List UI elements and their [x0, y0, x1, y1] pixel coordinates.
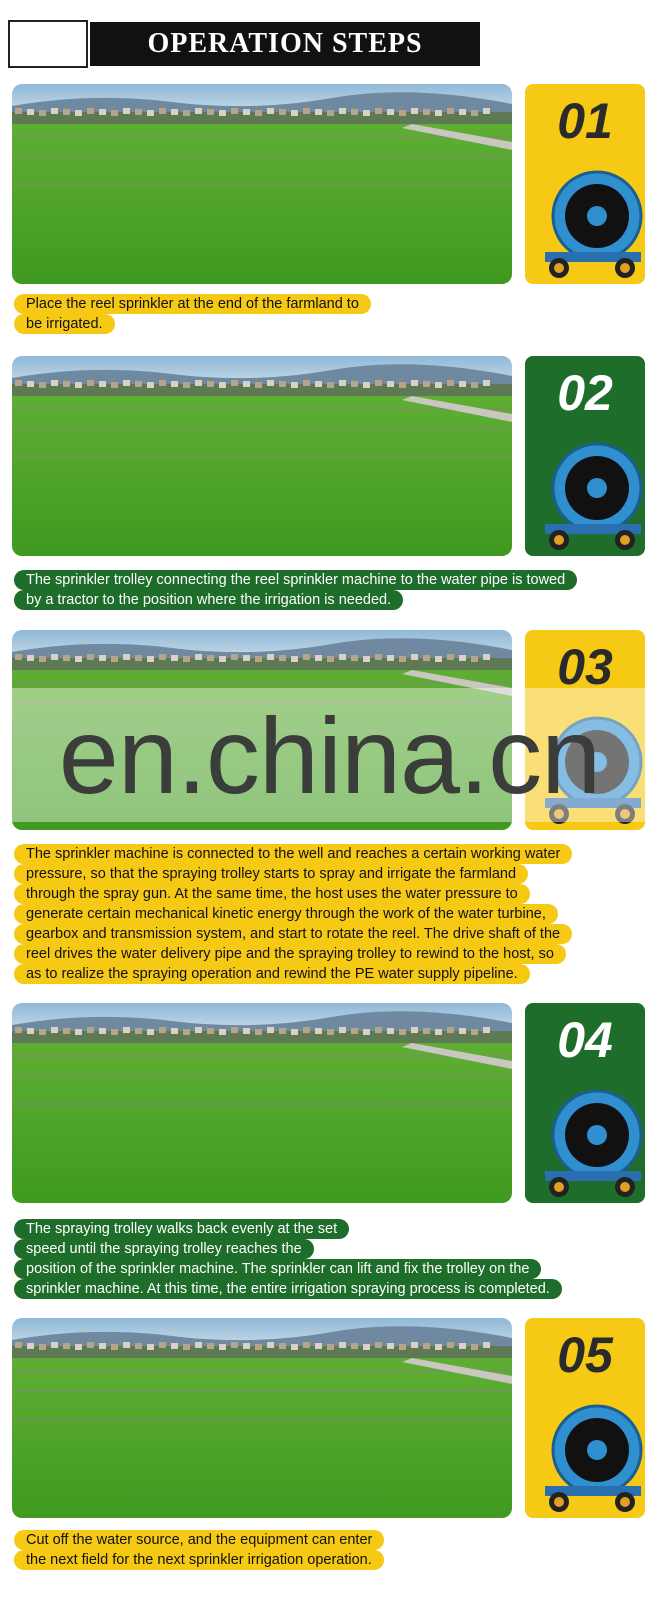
caption-line: through the spray gun. At the same time, the host uses the water pressure to: [14, 884, 530, 904]
reel-machine-icon: [525, 1083, 645, 1203]
step-caption: [14, 570, 577, 610]
caption-line: position of the sprinkler machine. The sprinkler can lift and fix the trolley on the: [14, 1259, 541, 1279]
caption-line: sprinkler machine. At this time, the entire irrigation spraying process is completed.: [14, 1279, 562, 1299]
caption-line: generate certain mechanical kinetic energy through the work of the water turbine,: [14, 904, 558, 924]
caption-line: Cut off the water source, and the equipment can enter: [14, 1530, 384, 1550]
page-title: OPERATION STEPS: [90, 22, 480, 66]
field-scene-image: [12, 84, 512, 284]
caption-line: by a tractor to the position where the irrigation is needed.: [14, 590, 403, 610]
caption-line: pressure, so that the spraying trolley starts to spray and irrigate the farmland: [14, 864, 528, 884]
field-photo: [12, 84, 512, 284]
header-outline-box: [8, 20, 88, 68]
field-scene-image: [12, 1318, 512, 1518]
step-number-panel: [525, 84, 645, 284]
step-number: 04: [557, 1012, 613, 1068]
reel-machine-icon: [525, 1398, 645, 1518]
step-number: 05: [557, 1327, 613, 1383]
caption-line: as to realize the spraying operation and rewind the PE water supply pipeline.: [14, 964, 530, 984]
step-number-panel: [525, 1318, 645, 1518]
watermark-text: en.china.cn: [58, 694, 601, 816]
field-scene-image: [12, 1003, 512, 1203]
field-photo: [12, 1003, 512, 1203]
field-photo: [12, 1318, 512, 1518]
step-number: 03: [557, 639, 613, 695]
reel-machine-icon: [525, 436, 645, 556]
watermark-overlay: [12, 688, 647, 822]
caption-line: The spraying trolley walks back evenly at the set: [14, 1219, 349, 1239]
step-caption: [14, 294, 371, 334]
caption-line: gearbox and transmission system, and start to rotate the reel. The drive shaft of the: [14, 924, 572, 944]
step-number-panel: [525, 1003, 645, 1203]
step-number: 01: [557, 93, 613, 149]
caption-line: be irrigated.: [14, 314, 115, 334]
field-photo: [12, 356, 512, 556]
step-number-panel: [525, 356, 645, 556]
reel-machine-icon: [525, 164, 645, 284]
caption-line: the next field for the next sprinkler irrigation operation.: [14, 1550, 384, 1570]
caption-line: reel drives the water delivery pipe and the spraying trolley to rewind to the host, so: [14, 944, 566, 964]
step-caption: [14, 1219, 562, 1299]
caption-line: The sprinkler trolley connecting the reel sprinkler machine to the water pipe is towed: [14, 570, 577, 590]
caption-line: Place the reel sprinkler at the end of the farmland to: [14, 294, 371, 314]
step-caption: [14, 1530, 384, 1570]
caption-line: speed until the spraying trolley reaches the: [14, 1239, 314, 1259]
step-caption: [14, 844, 572, 984]
field-scene-image: [12, 356, 512, 556]
step-number: 02: [557, 365, 613, 421]
caption-line: The sprinkler machine is connected to the well and reaches a certain working water: [14, 844, 572, 864]
